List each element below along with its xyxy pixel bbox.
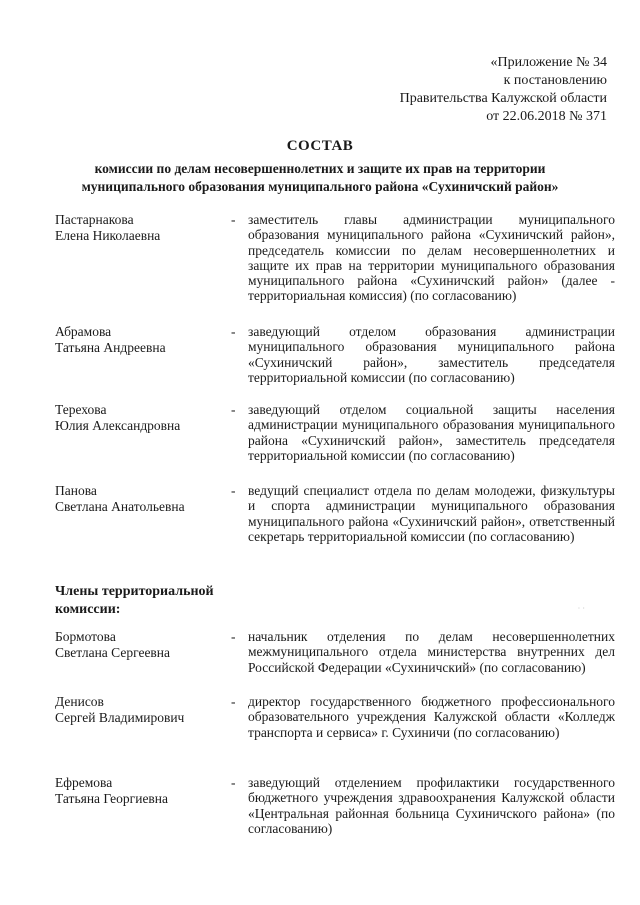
member-name [55, 775, 225, 807]
document-title: СОСТАВ [286, 138, 354, 154]
member-name [55, 402, 225, 434]
member-surname: Ефремова [55, 775, 113, 790]
subtitle-line: комиссии по делам несовершеннолетних и защите их прав на территории [94, 161, 546, 176]
member-given-names: Сергей Владимирович [55, 710, 185, 725]
member-given-names: Татьяна Андреевна [55, 340, 166, 355]
member-role: заведующий отделом социальной защиты населения администрации муниципального образования муниципального района «Сухиничский район», заместитель председателя территориальной комиссии (по согласованию) [248, 402, 615, 463]
appendix-line: «Приложение № 34 [490, 55, 607, 70]
member-name [55, 629, 225, 661]
member-surname: Панова [55, 483, 97, 498]
member-surname: Терехова [55, 402, 107, 417]
member-role: ведущий специалист отдела по делам молодежи, физкультуры и спорта администрации муниципального образования муниципального района «Сухиничский район», ответственный секретарь территориальной комиссии (по согласованию) [248, 483, 615, 544]
member-name [55, 694, 225, 726]
member-dash: - [231, 629, 236, 644]
member-dash: - [231, 402, 236, 417]
member-role: заведующий отделом образования администрации муниципального образования муниципального района «Сухиничский район», заместитель председателя территориальной комиссии (по согласованию) [248, 324, 615, 385]
section-label-line: комиссии: [55, 602, 121, 617]
subtitle-line: муниципального образования муниципального района «Сухиничский район» [81, 179, 559, 194]
member-role: заведующий отделением профилактики государственного бюджетного учреждения здравоохранения Калужской области «Центральная районная больница Сухиничского района» (по согласованию) [248, 775, 615, 836]
appendix-line: к постановлению [503, 73, 607, 88]
member-dash: - [231, 694, 236, 709]
section-label-line: Члены территориальной [55, 584, 214, 599]
member-surname: Пастарнакова [55, 212, 134, 227]
member-surname: Бормотова [55, 629, 116, 644]
scan-artifact: · · [577, 604, 585, 613]
member-given-names: Татьяна Георгиевна [55, 791, 169, 806]
member-role: директор государственного бюджетного профессионального образовательного учреждения Калужской области «Колледж транспорта и сервиса» г. Сухиничи (по согласованию) [248, 694, 615, 740]
member-dash: - [231, 212, 236, 227]
member-given-names: Юлия Александровна [55, 418, 181, 433]
appendix-line: от 22.06.2018 № 371 [486, 109, 607, 124]
member-given-names: Светлана Сергеевна [55, 645, 171, 660]
member-surname: Абрамова [55, 324, 112, 339]
member-surname: Денисов [55, 694, 104, 709]
member-role: заместитель главы администрации муниципального образования муниципального района «Сухиничский район», председатель комиссии по делам несовершеннолетних и защите их прав на территории муниципального образования муниципального района «Сухиничский район» (далее - территориальная комиссия) (по согласованию) [248, 212, 615, 304]
member-given-names: Елена Николаевна [55, 228, 161, 243]
member-name [55, 483, 225, 515]
document-subtitle [0, 160, 640, 196]
appendix-header [400, 54, 607, 126]
member-name [55, 324, 225, 356]
member-dash: - [231, 775, 236, 790]
member-dash: - [231, 324, 236, 339]
member-role: начальник отделения по делам несовершеннолетних межмуниципального отдела министерства внутренних дел Российской Федерации «Сухиничский» (по согласованию) [248, 629, 615, 675]
members-section-label [55, 583, 214, 619]
member-dash: - [231, 483, 236, 498]
appendix-line: Правительства Калужской области [399, 91, 607, 106]
member-name [55, 212, 225, 244]
member-given-names: Светлана Анатольевна [55, 499, 185, 514]
